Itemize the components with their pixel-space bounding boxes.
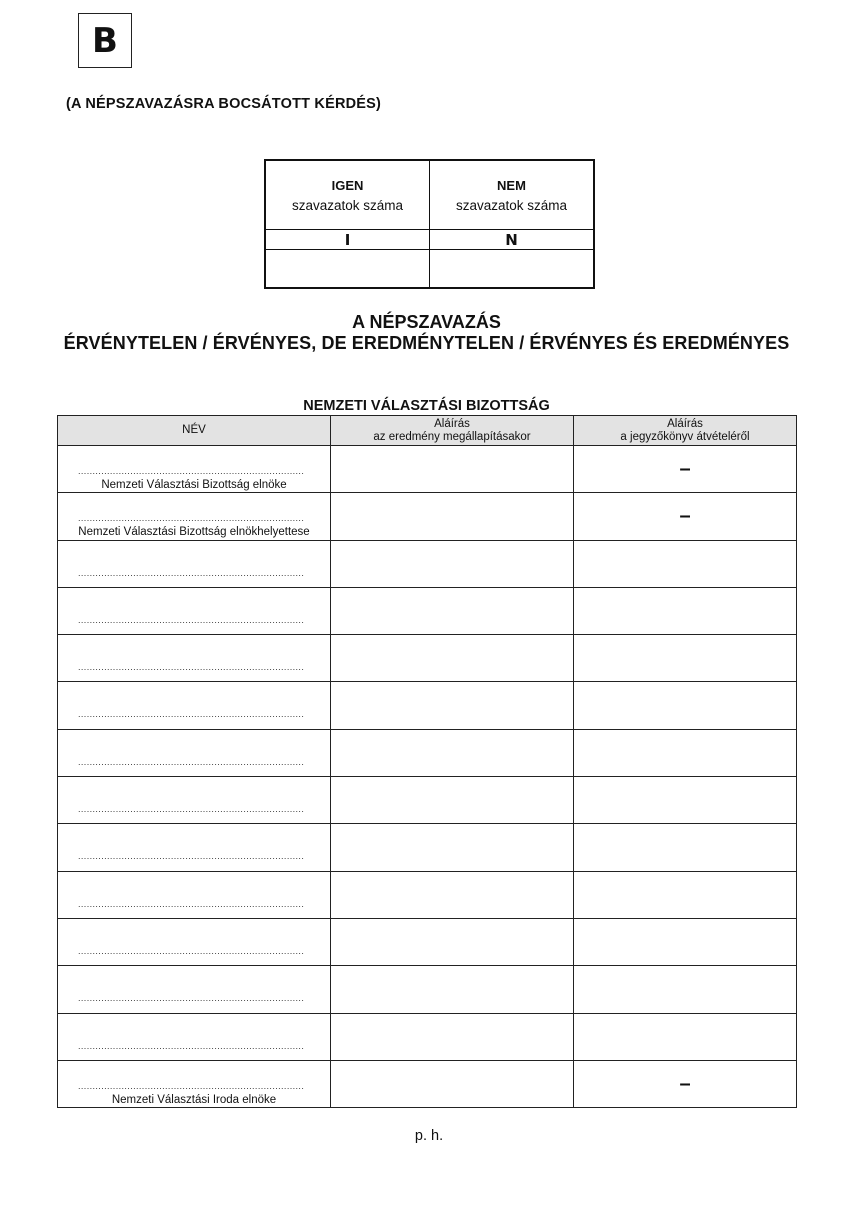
dotted-name-line: .............................................................................. [78,851,305,862]
dotted-name-line: .............................................................................. [78,756,305,767]
table-row [58,918,797,965]
dotted-name-line: .............................................................................. [78,614,305,625]
receipt-signature-header [574,416,797,446]
table-row [58,493,797,540]
table-row [58,682,797,729]
table-row [58,446,797,493]
no-label: NEM [497,177,526,193]
receipt-signature-cell[interactable] [574,966,797,1013]
dotted-name-line: .............................................................................. [78,662,305,673]
form-letter: B [92,20,118,61]
table-row [58,729,797,776]
name-cell[interactable] [58,966,331,1013]
no-sublabel: szavazatok száma [455,197,568,213]
result-signature-header [331,416,574,446]
dotted-name-line: .............................................................................. [78,513,305,524]
table-row [58,871,797,918]
result-signature-cell[interactable] [331,824,574,871]
result-signature-cell[interactable] [331,918,574,965]
name-cell[interactable] [58,824,331,871]
receipt-signature-cell[interactable] [574,635,797,682]
vote-count-table [264,159,595,289]
name-cell[interactable] [58,871,331,918]
result-signature-cell[interactable] [331,446,574,493]
name-cell[interactable] [58,729,331,776]
no-code: N [430,230,595,250]
result-signature-cell[interactable] [331,871,574,918]
dotted-name-line: .............................................................................. [78,898,305,909]
receipt-signature-cell[interactable] [574,540,797,587]
name-cell[interactable] [58,918,331,965]
receipt-signature-cell[interactable] [574,777,797,824]
question-label: (A NÉPSZAVAZÁSRA BOCSÁTOTT KÉRDÉS) [66,96,382,112]
result-signature-cell[interactable] [331,493,574,540]
no-header [430,160,595,230]
yes-header [265,160,430,230]
table-row [58,1060,797,1107]
receipt-signature-line2: a jegyzőkönyv átvételéről [620,430,750,443]
name-cell[interactable] [58,493,331,540]
dotted-name-line: .............................................................................. [78,709,305,720]
table-row [58,540,797,587]
result-signature-line1: Aláírás [434,417,470,430]
result-signature-cell[interactable] [331,1013,574,1060]
yes-count-field[interactable] [265,250,430,289]
receipt-signature-cell[interactable] [574,682,797,729]
result-signature-cell[interactable] [331,587,574,634]
name-cell[interactable] [58,446,331,493]
result-signature-cell[interactable] [331,966,574,1013]
verdict-title: A NÉPSZAVAZÁS [352,312,501,332]
dotted-name-line: .............................................................................. [78,993,305,1004]
result-signature-line2: az eredmény megállapításakor [373,430,531,443]
name-column-header [58,416,331,446]
table-row [58,777,797,824]
table-row [58,1013,797,1060]
name-cell[interactable] [58,587,331,634]
name-cell[interactable] [58,635,331,682]
name-cell[interactable] [58,777,331,824]
yes-code: I [265,230,430,250]
table-row [58,966,797,1013]
name-cell[interactable] [58,1013,331,1060]
receipt-signature-line1: Aláírás [667,417,703,430]
receipt-signature-cell [574,446,797,493]
receipt-signature-cell[interactable] [574,824,797,871]
not-applicable-dash: – [679,1072,691,1095]
dotted-name-line: .............................................................................. [78,567,305,578]
receipt-signature-cell[interactable] [574,729,797,776]
receipt-signature-cell[interactable] [574,1013,797,1060]
receipt-signature-cell [574,1060,797,1107]
dotted-name-line: .............................................................................. [78,945,305,956]
signature-table [57,415,797,1108]
receipt-signature-cell[interactable] [574,871,797,918]
no-count-field[interactable] [430,250,595,289]
result-signature-cell[interactable] [331,777,574,824]
name-cell[interactable] [58,540,331,587]
receipt-signature-cell[interactable] [574,918,797,965]
yes-label: IGEN [331,177,364,193]
result-signature-cell[interactable] [331,635,574,682]
receipt-signature-cell [574,493,797,540]
not-applicable-dash: – [679,458,691,480]
result-signature-cell[interactable] [331,1060,574,1107]
name-cell[interactable] [58,682,331,729]
result-signature-cell[interactable] [331,682,574,729]
role-label: Nemzeti Választási Iroda elnöke [111,1093,277,1106]
result-signature-cell[interactable] [331,729,574,776]
dotted-name-line: .............................................................................. [78,804,305,815]
stamp-placeholder: p. h. [414,1128,444,1144]
committee-title: NEMZETI VÁLASZTÁSI BIZOTTSÁG [303,398,550,414]
receipt-signature-cell[interactable] [574,587,797,634]
dotted-name-line: .............................................................................. [78,466,305,476]
yes-sublabel: szavazatok száma [291,197,404,213]
result-signature-cell[interactable] [331,540,574,587]
verdict-options: ÉRVÉNYTELEN / ÉRVÉNYES, DE EREDMÉNYTELEN / ÉRVÉNYES ÉS EREDMÉNYES [63,333,790,353]
form-letter-box [78,13,132,68]
name-header-label: NÉV [182,424,206,436]
table-row [58,635,797,682]
table-row [58,587,797,634]
name-cell[interactable] [58,1060,331,1107]
role-label: Nemzeti Választási Bizottság elnökhelyettese [78,526,310,539]
table-row [58,824,797,871]
role-label: Nemzeti Választási Bizottság elnöke [101,479,287,491]
dotted-name-line: .............................................................................. [78,1040,305,1051]
not-applicable-dash: – [679,505,691,528]
dotted-name-line: .............................................................................. [78,1080,305,1091]
